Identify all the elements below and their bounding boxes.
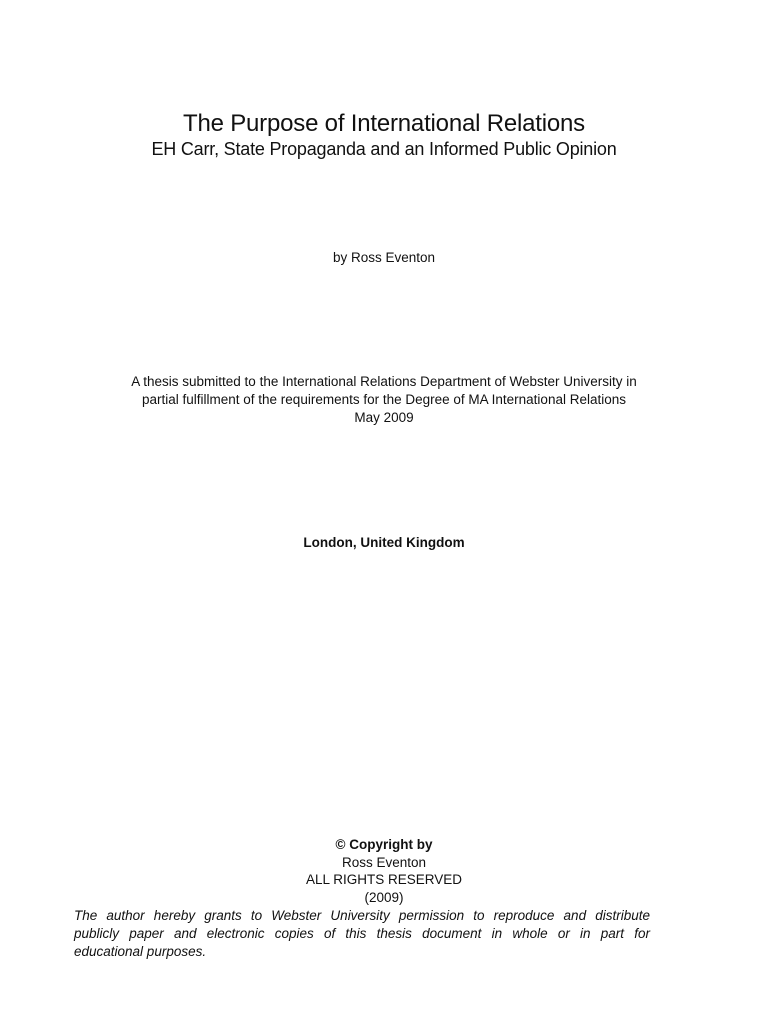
thesis-line-2: partial fulfillment of the requirements for the Degree of MA International Relations (141, 392, 626, 407)
copyright-heading: © Copyright by (335, 837, 433, 852)
license-line-3: educational purposes. (74, 944, 207, 959)
thesis-statement (60, 373, 708, 427)
author-line: by Ross Eventon (332, 250, 436, 265)
license-line-2: publicly paper and electronic copies of this thesis document in whole or in part for (74, 926, 650, 941)
thesis-line-1: A thesis submitted to the International Relations Department of Webster University in (131, 374, 637, 389)
copyright-block (0, 836, 768, 906)
license-line-1: The author hereby grants to Webster University permission to reproduce and distribute (74, 908, 650, 923)
copyright-holder: Ross Eventon (341, 854, 427, 870)
license-statement (74, 907, 650, 961)
location: London, United Kingdom (303, 535, 465, 550)
thesis-date: May 2009 (354, 410, 414, 425)
document-subtitle: EH Carr, State Propaganda and an Informed Public Opinion (151, 139, 617, 159)
copyright-year: (2009) (364, 889, 404, 905)
rights-statement: ALL RIGHTS RESERVED (305, 872, 463, 887)
document-title: The Purpose of International Relations (183, 110, 585, 137)
